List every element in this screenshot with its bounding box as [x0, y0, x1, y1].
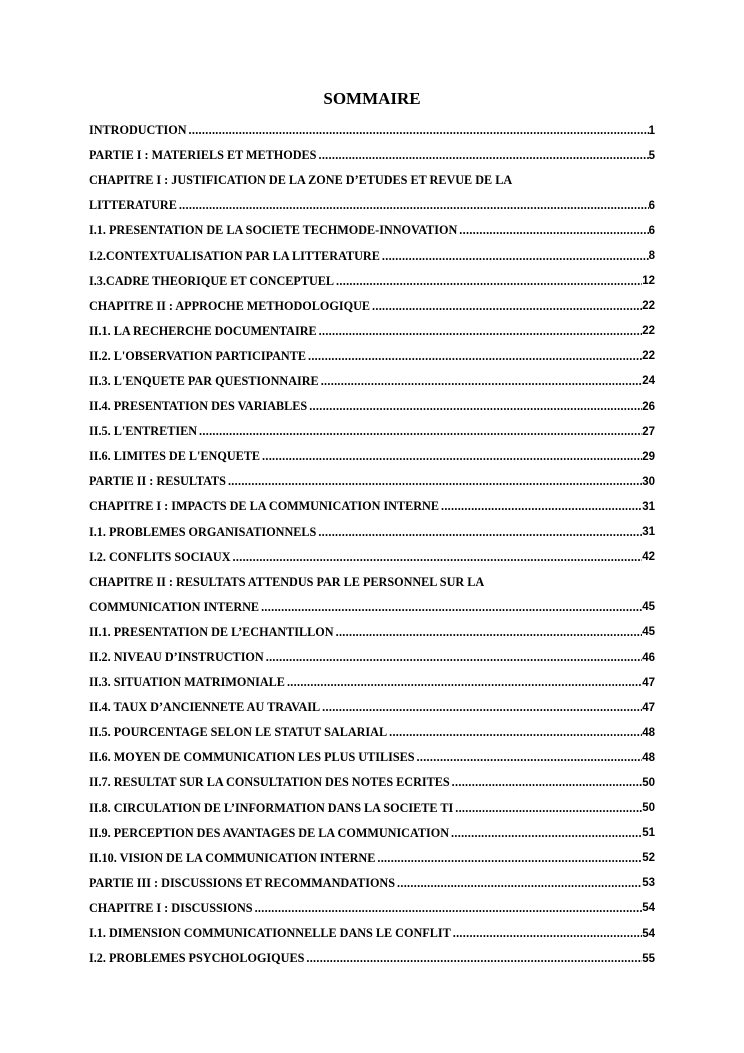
toc-entry-title: II.2. L'OBSERVATION PARTICIPANTE [89, 348, 306, 363]
toc-entry-title: LITTERATURE [89, 198, 177, 213]
toc-entry[interactable] [89, 670, 655, 695]
dot-leader [320, 700, 642, 715]
dot-leader [453, 801, 642, 816]
toc-entry-page: 55 [642, 952, 655, 965]
toc-entry-page: 53 [642, 877, 655, 890]
toc-entry-page: 8 [648, 250, 655, 263]
dot-leader [197, 424, 642, 439]
toc-entry-page: 6 [648, 224, 655, 237]
toc-entry[interactable] [89, 369, 655, 394]
toc-entry-title: CHAPITRE I : DISCUSSIONS [89, 900, 253, 915]
toc-entry-title: I.3.CADRE THEORIQUE ET CONCEPTUEL [89, 273, 335, 288]
toc-entry-page: 45 [642, 626, 655, 639]
dot-leader [259, 600, 642, 615]
dot-leader [450, 775, 643, 790]
dot-leader [415, 750, 643, 765]
toc-entry-title: PARTIE II : RESULTATS [89, 474, 226, 489]
toc-entry-title: I.2.CONTEXTUALISATION PAR LA LITTERATURE [89, 248, 380, 263]
toc-entry-page: 5 [648, 149, 655, 162]
toc-entry-title: I.2. PROBLEMES PSYCHOLOGIQUES [89, 951, 305, 966]
dot-leader [316, 148, 648, 163]
toc-entry-page: 22 [642, 325, 655, 338]
toc-entry-title: CHAPITRE I : JUSTIFICATION DE LA ZONE D’ETUDES ET REVUE DE LA [89, 173, 513, 188]
toc-entry-title: CHAPITRE I : IMPACTS DE LA COMMUNICATION INTERNE [89, 499, 439, 514]
toc-entry[interactable] [89, 570, 655, 595]
toc-entry[interactable] [89, 218, 655, 243]
dot-leader [317, 324, 643, 339]
dot-leader [187, 123, 649, 138]
toc-entry-title: I.1. PRESENTATION DE LA SOCIETE TECHMODE-INNOVATION [89, 223, 458, 238]
toc-entry-title: CHAPITRE II : RESULTATS ATTENDUS PAR LE PERSONNEL SUR LA [89, 574, 485, 589]
toc-entry[interactable] [89, 595, 655, 620]
toc-entry-title: II.9. PERCEPTION DES AVANTAGES DE LA COMMUNICATION [89, 825, 450, 840]
toc-entry[interactable] [89, 896, 655, 921]
toc-entry-page: 22 [642, 300, 655, 313]
toc-entry-title: INTRODUCTION [89, 123, 187, 138]
dot-leader [457, 223, 648, 238]
dot-leader [375, 851, 642, 866]
toc-entry-page: 29 [642, 450, 655, 463]
toc-entry[interactable] [89, 444, 655, 469]
dot-leader [395, 876, 642, 891]
toc-entry-title: II.7. RESULTAT SUR LA CONSULTATION DES NOTES ECRITES [89, 775, 450, 790]
toc-entry-page: 1 [648, 124, 655, 137]
toc-entry-page: 45 [642, 601, 655, 614]
dot-leader [177, 198, 649, 213]
toc-entry-page: 27 [642, 425, 655, 438]
toc-entry[interactable] [89, 143, 655, 168]
dot-leader [316, 525, 642, 540]
toc-entry-title: II.4. PRESENTATION DES VARIABLES [89, 399, 308, 414]
toc-entry[interactable] [89, 545, 655, 570]
toc-entry[interactable] [89, 294, 655, 319]
toc-entry[interactable] [89, 469, 655, 494]
dot-leader [304, 951, 642, 966]
toc-entry[interactable] [89, 520, 655, 545]
toc-entry[interactable] [89, 695, 655, 720]
toc-entry-page: 12 [642, 275, 655, 288]
toc-entry-page: 54 [642, 927, 655, 940]
dot-leader [370, 299, 642, 314]
toc-entry-title: II.4. TAUX D’ANCIENNETE AU TRAVAIL [89, 700, 321, 715]
dot-leader [334, 625, 643, 640]
toc-entry-title: II.1. PRESENTATION DE L’ECHANTILLON [89, 624, 334, 639]
dot-leader [264, 650, 642, 665]
toc-entry[interactable] [89, 344, 655, 369]
toc-entry-page: 30 [642, 475, 655, 488]
toc-entry-title: II.5. POURCENTAGE SELON LE STATUT SALARIAL [89, 725, 388, 740]
toc-entry-page: 24 [642, 375, 655, 388]
toc-entry[interactable] [89, 846, 655, 871]
page-title: SOMMAIRE [323, 89, 421, 108]
toc-entry-page: 6 [648, 199, 655, 212]
dot-leader [449, 826, 642, 841]
toc-entry[interactable] [89, 720, 655, 745]
toc-entry-page: 31 [642, 526, 655, 539]
toc-entry-title: II.8. CIRCULATION DE L’INFORMATION DANS LA SOCIETE TI [89, 800, 454, 815]
toc-entry[interactable] [89, 770, 655, 795]
toc-entry-title: CHAPITRE II : APPROCHE METHODOLOGIQUE [89, 298, 371, 313]
dot-leader [285, 675, 642, 690]
toc-entry[interactable] [89, 921, 655, 946]
toc-entry-page: 46 [642, 651, 655, 664]
dot-leader [380, 249, 649, 264]
toc-entry[interactable] [89, 796, 655, 821]
toc-entry[interactable] [89, 269, 655, 294]
toc-entry[interactable] [89, 620, 655, 645]
toc-entry-title: II.6. LIMITES DE L'ENQUETE [89, 449, 261, 464]
toc-entry-page: 47 [642, 676, 655, 689]
toc-entry-title: II.6. MOYEN DE COMMUNICATION LES PLUS UTILISES [89, 750, 415, 765]
toc-entry-title: COMMUNICATION INTERNE [89, 599, 260, 614]
dot-leader [307, 399, 642, 414]
toc-entry-title: II.2. NIVEAU D’INSTRUCTION [89, 650, 264, 665]
dot-leader [334, 274, 642, 289]
toc-entry[interactable] [89, 243, 655, 268]
toc-entry[interactable] [89, 821, 655, 846]
toc-entry[interactable] [89, 645, 655, 670]
toc-entry-title: II.3. L'ENQUETE PAR QUESTIONNAIRE [89, 373, 319, 388]
toc-entry-page: 31 [642, 500, 655, 513]
dot-leader [306, 349, 642, 364]
dot-leader [319, 374, 643, 389]
toc-entry[interactable] [89, 494, 655, 519]
toc-entry-title: PARTIE I : MATERIELS ET METHODES [89, 148, 317, 163]
dot-leader [387, 725, 642, 740]
toc-entry-page: 52 [642, 852, 655, 865]
toc-entry-page: 47 [642, 701, 655, 714]
dot-leader [253, 901, 643, 916]
toc-entry[interactable] [89, 394, 655, 419]
toc-entry[interactable] [89, 118, 655, 143]
dot-leader [226, 474, 642, 489]
toc-entry[interactable] [89, 319, 655, 344]
toc-entry-page: 51 [642, 827, 655, 840]
toc-entry-title: II.5. L'ENTRETIEN [89, 424, 198, 439]
dot-leader [260, 449, 642, 464]
toc-entry-page: 50 [642, 802, 655, 815]
dot-leader [451, 926, 642, 941]
toc-entry[interactable] [89, 168, 655, 193]
toc-entry-title: II.1. LA RECHERCHE DOCUMENTAIRE [89, 323, 317, 338]
toc-entry[interactable] [89, 193, 655, 218]
toc-entry-page: 48 [642, 726, 655, 739]
toc-entry-page: 50 [642, 776, 655, 789]
toc-entry[interactable] [89, 946, 655, 971]
toc-entry[interactable] [89, 745, 655, 770]
toc-entry-title: II.10. VISION DE LA COMMUNICATION INTERNE [89, 850, 376, 865]
toc-entry-title: I.1. PROBLEMES ORGANISATIONNELS [89, 524, 317, 539]
toc-entry-title: PARTIE III : DISCUSSIONS ET RECOMMANDATIONS [89, 875, 396, 890]
toc-entry-page: 54 [642, 902, 655, 915]
toc-entry-title: I.1. DIMENSION COMMUNICATIONNELLE DANS LE CONFLIT [89, 926, 451, 941]
toc-entry-title: II.3. SITUATION MATRIMONIALE [89, 675, 285, 690]
toc-entry[interactable] [89, 871, 655, 896]
toc-entry-page: 48 [642, 751, 655, 764]
table-of-contents [89, 118, 655, 971]
dot-leader [439, 499, 642, 514]
toc-entry-page: 42 [642, 551, 655, 564]
toc-entry-title: I.2. CONFLITS SOCIAUX [89, 549, 231, 564]
toc-entry[interactable] [89, 419, 655, 444]
toc-entry-page: 22 [642, 350, 655, 363]
dot-leader [231, 550, 643, 565]
toc-entry-page: 26 [642, 400, 655, 413]
